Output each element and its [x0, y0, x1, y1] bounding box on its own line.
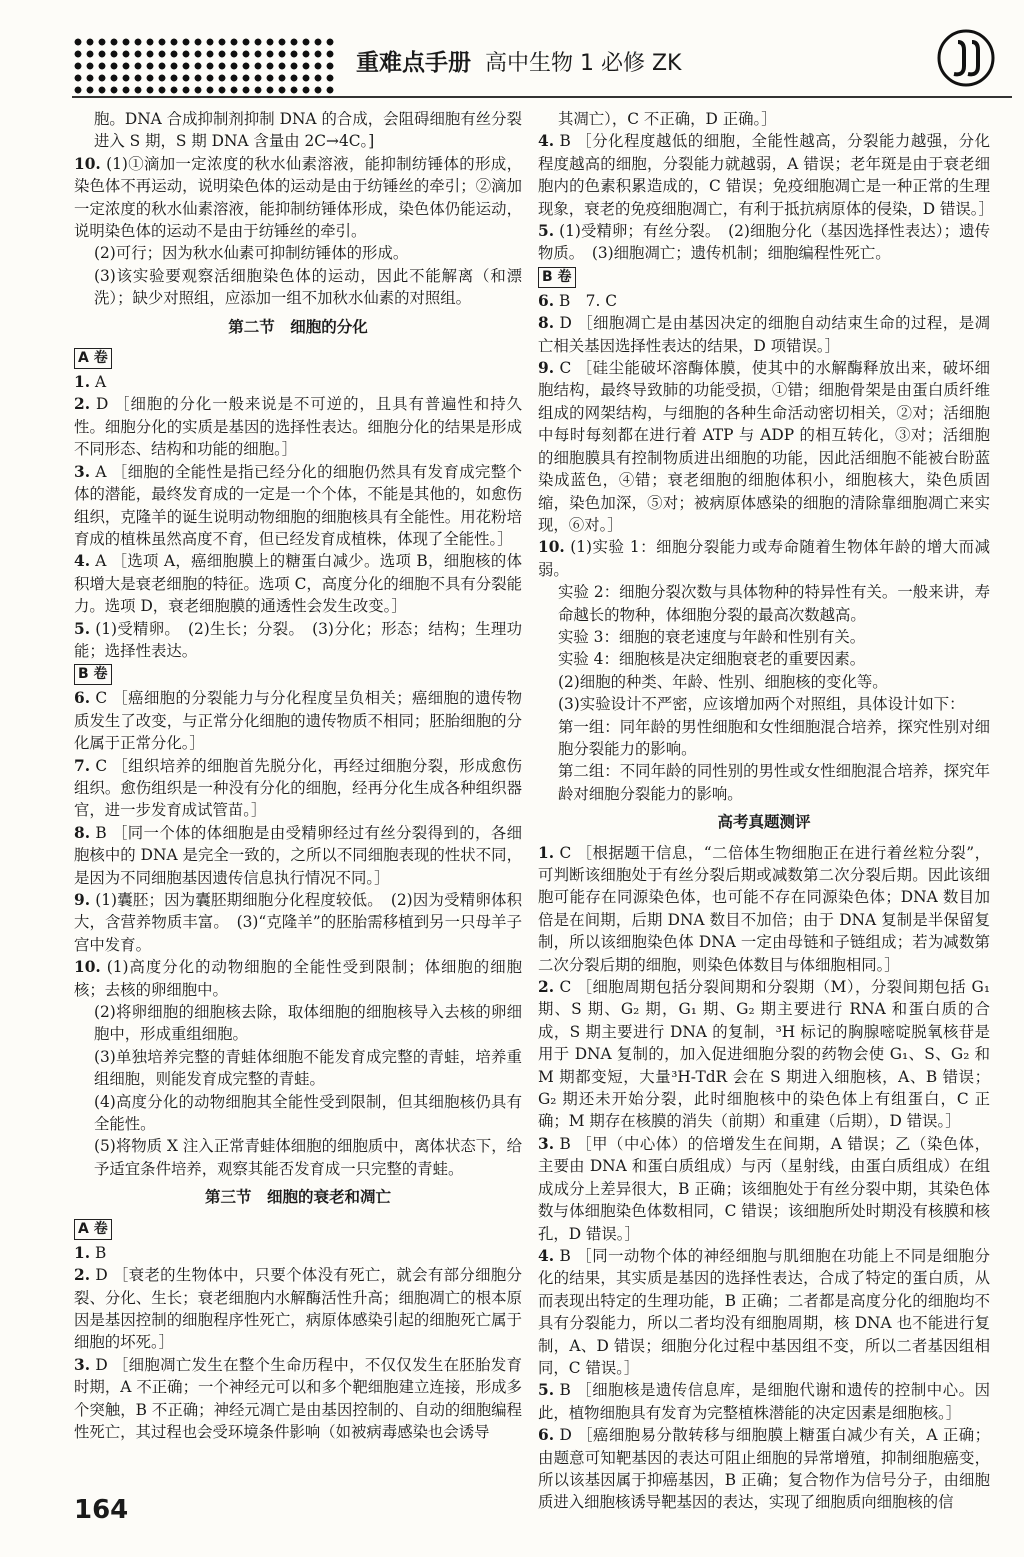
answer-number: 5. [74, 619, 91, 638]
answer-item [74, 1354, 522, 1444]
answer-item [538, 130, 994, 220]
answer-number: 7. [74, 756, 91, 775]
answer-number: 9. [74, 891, 91, 909]
paper-label [74, 346, 522, 371]
answer-item [74, 550, 522, 617]
section-heading: 第二节 细胞的分化 [228, 317, 368, 336]
answer-continuation: 实验 3：细胞的衰老速度与年龄和性别有关。 [558, 627, 866, 646]
right-column [538, 108, 994, 1514]
answer-text: (1)高度分化的动物细胞的全能性受到限制；体细胞的细胞核；去核的卵细胞中。 [74, 958, 522, 999]
answer-text: C ［根据题干信息，“二倍体生物细胞正在进行着丝粒分裂”，可判断该细胞处于有丝分裂后期或减数第二次分裂后期。因此该细胞可能存在同源染色体，也可能不存在同源染色体；DNA 数目加倍是在间期，后期 DNA 数目不加倍；由于 DNA 复制是半保留复制，所以该细胞染色体 DNA 一定由母链和子链组成；若为减数第二次分裂后期的细胞，则染色体数目与体细胞相同。］ [538, 843, 990, 974]
answer-item [74, 371, 522, 393]
answer-number: 8. [74, 823, 91, 842]
answer-continuation: 实验 4：细胞核是决定细胞衰老的重要因素。 [558, 650, 866, 669]
answer-text: B ［细胞核是遗传信息库，是细胞代谢和遗传的控制中心。因此，植物细胞具有发育为完整植株潜能的决定因素是细胞核。］ [538, 1381, 990, 1422]
answer-number: 10. [538, 538, 565, 557]
answer-text: D ［细胞的分化一般来说是不可逆的，且具有普遍性和持久性。细胞分化的实质是基因的选择性表达。细胞分化的结果是形成不同形态、结构和功能的细胞。］ [74, 395, 522, 459]
answer-text: (1)囊胚；因为囊胚期细胞分化程度较低。 (2)因为受精卵体积大，含营养物质丰富。 (3)“克隆羊”的胚胎需移植到另一只母羊子宫中发育。 [74, 891, 522, 954]
answer-item [538, 220, 990, 265]
answer-continuation: (2)将卵细胞的细胞核去除，取体细胞的细胞核导入去核的卵细胞中，形成重组细胞。 [94, 1003, 522, 1044]
answer-continuation: 实验 2：细胞分裂次数与具体物种的特异性有关。一般来讲，寿命越长的物种，体细胞分裂的最高次数越高。 [558, 583, 990, 624]
answer-continuation: (4)高度分化的动物细胞其全能性受到限制，但其细胞核仍具有全能性。 [94, 1092, 522, 1134]
header-rule [72, 96, 1012, 98]
section-heading: 第三节 细胞的衰老和凋亡 [204, 1188, 391, 1207]
answer-number: 3. [74, 1355, 91, 1374]
answer-number: 5. [538, 222, 555, 241]
answer-text: C ［细胞周期包括分裂间期和分裂期（M），分裂间期包括 G₁ 期、S 期、G₂ 期，G₁ 期、G₂ 期主要进行 RNA 和蛋白质的合成，S 期主要进行 DNA 的复制，³H 标记的胸腺嘧啶脱氧核苷是用于 DNA 复制的，加入促进细胞分裂的药物会使 G₁、S、G₂ 和 M 期都变短，大量³H-TdR 会在 S 期进入细胞核，A、B 错误；G₂ 期还未开始分裂，此时细胞核中的染色体上有组蛋白，C 正确；M 期存在核膜的消失（前期）和重建（后期），D 错误。］ [538, 978, 990, 1131]
answer-item [538, 536, 990, 581]
answer-text: B [94, 1243, 107, 1262]
answer-text: C ［组织培养的细胞首先脱分化，再经过细胞分裂，形成愈伤组织。愈伤组织是一种没有分化的细胞，经再分化生成各种组织器官，进一步发育成试管苗。］ [74, 756, 522, 820]
answer-text: (1)①滴加一定浓度的秋水仙素溶液，能抑制纺锤体的形成，染色体不再运动，说明染色体的运动是由于纺锤丝的牵引；②滴加一定浓度的秋水仙素溶液，能抑制纺锤体形成，染色体仍能运动，说明染色体的运动不是由于纺锤丝的牵引。 [74, 154, 522, 241]
answer-item [538, 842, 990, 976]
answer-number: 6. [538, 291, 555, 310]
answer-number: 3. [74, 462, 91, 481]
paper-label [74, 1217, 522, 1242]
answer-item [538, 1379, 990, 1424]
answer-item [74, 1242, 522, 1264]
answer-item [74, 1264, 522, 1354]
answer-text: D ［癌细胞易分散转移与细胞膜上糖蛋白减少有关，A 正确；由题意可知靶基因的表达可阻止细胞的异常增殖，抑制细胞癌变，所以该基因属于抑癌基因，B 正确；复合物作为信号分子，由细胞质进入细胞核诱导靶基因的表达，实现了细胞质向细胞核的信 [538, 1426, 990, 1512]
answer-number: 8. [538, 314, 555, 333]
answer-number: 2. [74, 395, 91, 414]
answer-continuation: (5)将物质 X 注入正常青蛙体细胞的细胞质中，离体状态下，给予适宜条件培养，观察其能否发育成一只完整的青蛙。 [94, 1137, 522, 1178]
answer-continuation: 其凋亡），C 不正确，D 正确。］ [558, 110, 777, 128]
answer-item [538, 1133, 990, 1245]
answer-text: A [94, 373, 107, 392]
answer-continuation: (3)实验设计不严密，应该增加两个对照组，具体设计如下： [558, 695, 965, 714]
answer-continuation: (3)单独培养完整的青蛙体细胞不能发育成完整的青蛙，培养重组细胞，则能发育成完整的青蛙。 [94, 1047, 522, 1089]
answer-text: B 7. C [558, 291, 618, 310]
answer-text: (1)受精卵；有丝分裂。 (2)细胞分化（基因选择性表达）；遗传物质。 (3)细胞凋亡；遗传机制；细胞编程性死亡。 [538, 222, 990, 263]
answer-item [74, 153, 522, 243]
answer-number: 10. [74, 154, 101, 173]
answer-item [538, 976, 990, 1133]
answer-text: (1)受精卵。 (2)生长；分裂。 (3)分化；形态；结构；生理功能；选择性表达。 [74, 619, 522, 660]
book-title: 重难点手册 [356, 50, 471, 76]
answer-continuation: (2)细胞的种类、年龄、性别、细胞核的变化等。 [558, 672, 888, 691]
answer-item [74, 618, 522, 663]
answer-item [538, 312, 990, 357]
paper-label-box: B 卷 [74, 664, 112, 685]
paper-label-box: A 卷 [74, 348, 112, 369]
answer-text: C ［硅尘能破坏溶酶体膜，使其中的水解酶释放出来，破坏细胞结构，最终导致肺的功能受损，①错；细胞骨架是由蛋白质纤维组成的网架结构，与细胞的各种生命活动密切相关，②对；活细胞中每时每刻都在进行着 ATP 与 ADP 的相互转化，③对；活细胞的细胞膜具有控制物质进出细胞的功能，因此活细胞不能被台盼蓝染成蓝色，④错；衰老细胞的细胞体积小，细胞核大，染色质固缩，染色加深，⑤对；被病原体感染的细胞的清除靠细胞凋亡来实现，⑥对。］ [538, 359, 990, 534]
page-header [0, 0, 1024, 100]
answer-text: B ［分化程度越低的细胞，全能性越高，分裂能力越强，分化程度越高的细胞，分裂能力就越弱，A 错误；老年斑是由于衰老细胞内的色素积累造成的，C 错误；免疫细胞凋亡是一种正常的生理现象，衰老的免疫细胞凋亡，有利于抵抗病原体的侵染，D 错误。］ [538, 132, 994, 218]
answer-number: 2. [538, 978, 555, 997]
answer-item [74, 755, 522, 822]
answer-text: (1)实验 1：细胞分裂能力或寿命随着生物体年龄的增大而减弱。 [538, 538, 990, 579]
answer-text: C ［癌细胞的分裂能力与分化程度呈负相关；癌细胞的遗传物质发生了改变，与正常分化细胞的遗传物质不相同；胚胎细胞的分化属于正常分化。］ [74, 689, 522, 753]
answer-text: B ［同一个体的体细胞是由受精卵经过有丝分裂得到的，各细胞核中的 DNA 是完全一致的，之所以不同细胞表现的性状不同，是因为不同细胞基因遗传信息执行情况不同。］ [74, 823, 522, 887]
answer-item [74, 687, 522, 754]
answer-continuation: (3)该实验要观察活细胞染色体的运动，因此不能解离（和漂洗）；缺少对照组，应添加一组不加秋水仙素的对照组。 [94, 266, 522, 308]
answer-item [538, 290, 990, 312]
header-text [356, 44, 681, 77]
answer-continuation: 胞。DNA 合成抑制剂抑制 DNA 的合成，会阻碍细胞有丝分裂进入 S 期，S 期 DNA 含量由 2C→4C。] [94, 110, 522, 151]
book-subtitle: 高中生物 1 必修 ZK [485, 51, 682, 76]
paper-label [538, 265, 990, 290]
answer-continuation: (2)可行；因为秋水仙素可抑制纺锤体的形成。 [94, 244, 409, 263]
paper-label-box: B 卷 [538, 267, 576, 288]
answer-item [74, 889, 522, 956]
page-number: 164 [74, 1495, 129, 1525]
answer-text: D ［细胞凋亡发生在整个生命历程中，不仅仅发生在胚胎发育时期，A 不正确；一个神经元可以和多个靶细胞建立连接，形成多个突触，B 不正确；神经元凋亡是由基因控制的、自动的细胞编程性死亡，其过程也会受环境条件影响（如被病毒感染也会诱导 [74, 1355, 522, 1441]
answer-item [74, 393, 522, 460]
answer-item [538, 1424, 990, 1514]
answer-number: 1. [74, 1243, 91, 1262]
answer-item [74, 461, 522, 551]
answer-continuation: 第一组：同年龄的男性细胞和女性细胞混合培养，探究性别对细胞分裂能力的影响。 [558, 717, 990, 758]
answer-number: 1. [538, 843, 555, 862]
publisher-logo-icon [936, 28, 996, 88]
answer-number: 6. [538, 1426, 555, 1445]
answer-item [538, 1245, 990, 1379]
answer-text: B ［同一动物个体的神经细胞与肌细胞在功能上不同是细胞分化的结果，其实质是基因的选择性表达，合成了特定的蛋白质，从而表现出特定的生理功能，B 正确；二者都是高度分化的细胞均不具有分裂能力，所以二者均没有细胞周期，核 DNA 也不能进行复制，A、D 错误；细胞分化过程中基因组不变，所以二者基因组相同，C 错误。］ [538, 1246, 990, 1377]
answer-number: 2. [74, 1266, 91, 1285]
dot-grid-decoration [72, 36, 334, 94]
answer-number: 5. [538, 1381, 555, 1400]
answer-number: 1. [74, 373, 91, 392]
answer-text: D ［细胞凋亡是由基因决定的细胞自动结束生命的过程，是凋亡相关基因选择性表达的结果，D 项错误。］ [538, 314, 990, 355]
paper-label-box: A 卷 [74, 1219, 112, 1240]
left-column [74, 108, 522, 1443]
answer-number: 10. [74, 958, 101, 977]
answer-item [538, 357, 990, 536]
answer-continuation: 第二组：不同年龄的同性别的男性或女性细胞混合培养，探究年龄对细胞分裂能力的影响。 [558, 762, 990, 803]
answer-item [74, 956, 522, 1001]
answer-number: 4. [538, 132, 555, 151]
answer-number: 6. [74, 689, 91, 708]
answer-text: D ［衰老的生物体中，只要个体没有死亡，就会有部分细胞分裂、分化、生长；衰老细胞内水解酶活性升高；细胞凋亡的根本原因是基因控制的细胞程序性死亡，病原体感染引起的细胞死亡属于细胞的坏死。］ [74, 1266, 522, 1352]
answer-text: A ［选项 A，癌细胞膜上的糖蛋白减少。选项 B，细胞核的体积增大是衰老细胞的特征。选项 C，高度分化的细胞不具有分裂能力。选项 D，衰老细胞膜的通透性会发生改变。］ [74, 552, 522, 616]
answer-text: B ［甲（中心体）的倍增发生在间期，A 错误；乙（染色体，主要由 DNA 和蛋白质组成）与丙（星射线，由蛋白质组成）在组成成分上差异很大，B 正确；该细胞处于有丝分裂中期，其染色体数与体细胞染色体数相同，C 错误；该细胞所处时期没有核膜和核孔，D 错误。］ [538, 1134, 990, 1243]
answer-number: 4. [74, 552, 91, 571]
paper-label [74, 662, 522, 687]
answer-number: 9. [538, 359, 555, 378]
section-heading: 高考真题测评 [717, 813, 811, 832]
answer-text: A ［细胞的全能性是指已经分化的细胞仍然具有发育成完整个体的潜能，最终发育成的一定是一个个体，不能是其他的，如愈伤组织，克隆羊的诞生说明动物细胞的细胞核具有全能性。用花粉培育成的植株虽然高度不育，但已经发育成植株，体现了全能性。］ [74, 462, 522, 548]
answer-number: 3. [538, 1134, 555, 1153]
answer-number: 4. [538, 1246, 555, 1265]
answer-item [74, 822, 522, 889]
